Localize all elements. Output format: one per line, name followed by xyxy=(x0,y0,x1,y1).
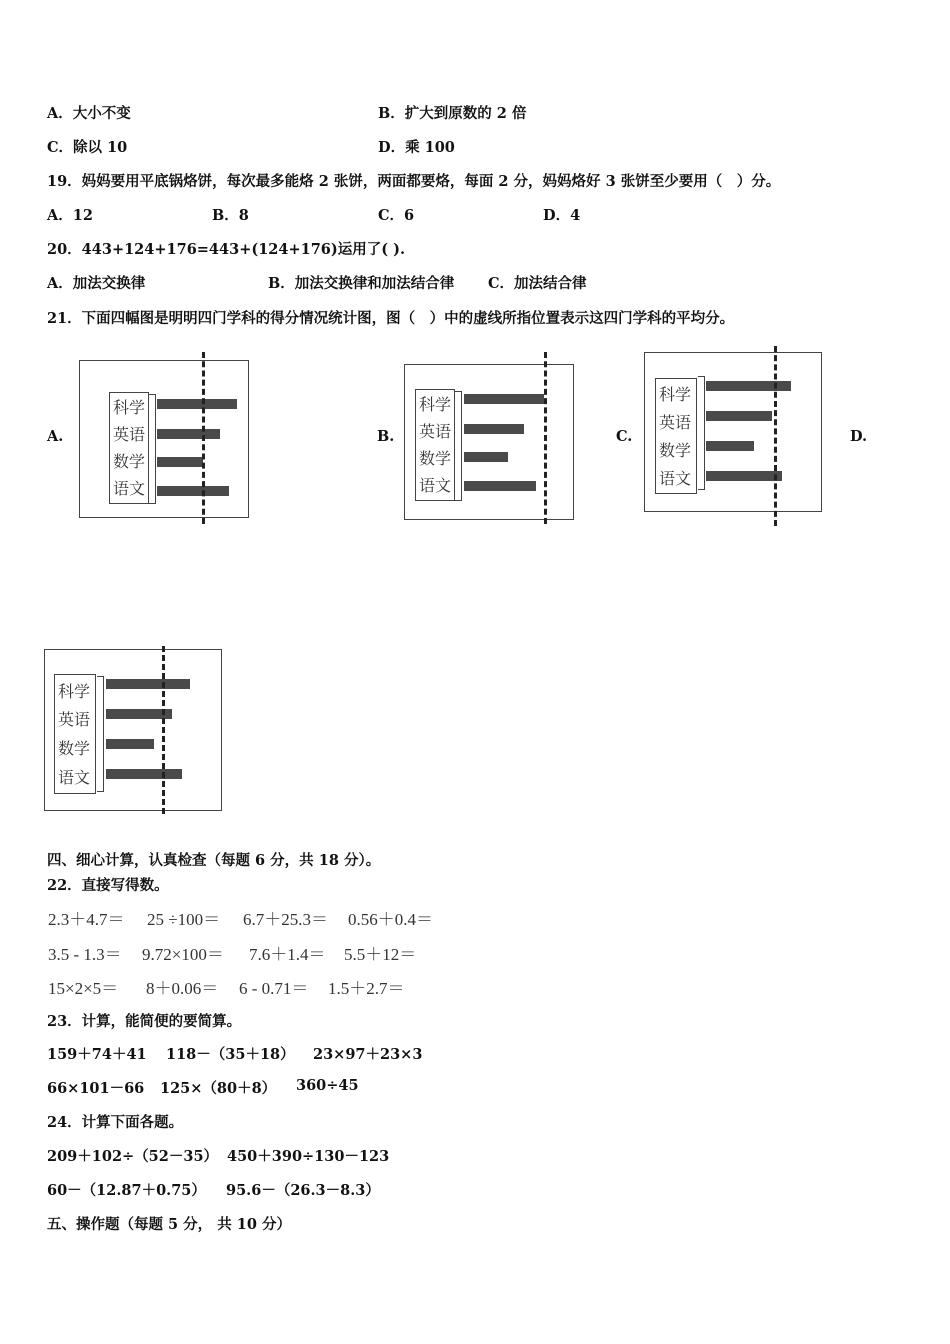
subject-label: 科学 xyxy=(113,398,146,417)
q23-item: 360÷45 xyxy=(296,1077,359,1094)
average-dashed-line xyxy=(202,352,205,524)
subject-label: 科学 xyxy=(58,682,91,701)
q22-item: 15×2×5＝ xyxy=(48,979,119,998)
bar-chinese xyxy=(464,481,536,491)
q18-option-d: D．乘 100 xyxy=(378,139,455,156)
q19-option-c: C．6 xyxy=(378,207,415,224)
q18-option-c: C．除以 10 xyxy=(47,139,128,156)
q19-option-d: D．4 xyxy=(543,207,581,224)
bar-english xyxy=(157,429,220,439)
subject-label: 语文 xyxy=(58,768,91,787)
bar-math xyxy=(464,452,508,462)
bar-english xyxy=(464,424,524,434)
q22-item: 9.72×100＝ xyxy=(142,945,224,964)
q22-item: 6 - 0.71＝ xyxy=(239,979,309,998)
q21-label-a: A. xyxy=(47,428,64,445)
q23-item: 66×101－66 xyxy=(47,1080,145,1097)
subject-label-box xyxy=(415,389,455,501)
bar-math xyxy=(157,457,203,467)
bar-math xyxy=(106,739,154,749)
average-dashed-line xyxy=(162,646,165,814)
subject-label: 语文 xyxy=(659,469,692,488)
q23-item: 125×（80＋8） xyxy=(160,1080,277,1097)
q23-item: 23×97＋23×3 xyxy=(313,1046,423,1063)
q22-item: 1.5＋2.7＝ xyxy=(328,979,405,998)
q22-item: 3.5 - 1.3＝ xyxy=(48,945,122,964)
q19-option-b: B．8 xyxy=(212,207,249,224)
bracket xyxy=(455,391,462,501)
q24-item: 209＋102÷（52－35） xyxy=(47,1148,219,1165)
q21-label-b: B. xyxy=(377,428,395,445)
section-4-title: 四、细心计算，认真检查（每题 6 分，共 18 分）。 xyxy=(47,852,381,869)
q24-item: 60－（12.87＋0.75） xyxy=(47,1182,206,1199)
subject-label-box xyxy=(655,378,697,494)
q22-item: 7.6＋1.4＝ xyxy=(249,945,326,964)
subject-label: 英语 xyxy=(58,710,91,729)
q20-option-c: C．加法结合律 xyxy=(488,275,587,292)
subject-label: 语文 xyxy=(419,476,452,495)
q20-option-b: B．加法交换律和加法结合律 xyxy=(268,275,455,292)
section-5-title: 五、操作题（每题 5 分， 共 10 分） xyxy=(47,1216,292,1233)
figure-c xyxy=(644,346,826,526)
subject-label: 英语 xyxy=(659,413,692,432)
average-dashed-line xyxy=(774,346,777,526)
bracket xyxy=(698,376,705,490)
q19-stem: 19．妈妈要用平底锅烙饼，每次最多能烙 2 张饼，两面都要烙，每面 2 分，妈妈烙好 3 张饼至少要用（ ）分。 xyxy=(47,173,781,190)
q22-item: 2.3＋4.7＝ xyxy=(48,910,125,929)
q20-stem: 20．443+124+176=443+(124+176)运用了( ). xyxy=(47,241,406,258)
subject-label: 科学 xyxy=(659,385,692,404)
q21-stem: 21．下面四幅图是明明四门学科的得分情况统计图，图（ ）中的虚线所指位置表示这四门学科的平均分。 xyxy=(47,310,735,327)
bar-chinese xyxy=(706,471,782,481)
figure-a xyxy=(79,352,251,524)
bar-science xyxy=(106,679,190,689)
subject-label: 语文 xyxy=(113,479,146,498)
subject-label: 英语 xyxy=(419,422,452,441)
q22-stem: 22．直接写得数。 xyxy=(47,877,169,894)
q22-item: 8＋0.06＝ xyxy=(146,979,219,998)
q22-item: 6.7＋25.3＝ xyxy=(243,910,328,929)
q23-item: 118－（35＋18） xyxy=(166,1046,295,1063)
bar-chinese xyxy=(157,486,229,496)
q18-option-b: B．扩大到原数的 2 倍 xyxy=(378,105,527,122)
bracket xyxy=(149,394,156,504)
q21-label-c: C. xyxy=(616,428,633,445)
q23-stem: 23．计算，能简便的要简算。 xyxy=(47,1013,242,1030)
q24-item: 95.6－（26.3－8.3） xyxy=(226,1182,380,1199)
q18-option-a: A．大小不变 xyxy=(47,105,131,122)
bar-science xyxy=(706,381,791,391)
q21-label-d: D. xyxy=(850,428,868,445)
bar-english xyxy=(706,411,772,421)
subject-label: 科学 xyxy=(419,395,452,414)
subject-label: 英语 xyxy=(113,425,146,444)
q22-item: 0.56＋0.4＝ xyxy=(348,910,433,929)
q22-item: 25 ÷100＝ xyxy=(147,910,221,929)
subject-label: 数学 xyxy=(113,452,146,471)
figure-b xyxy=(404,352,576,524)
subject-label: 数学 xyxy=(419,449,452,468)
bar-science xyxy=(464,394,544,404)
q24-stem: 24．计算下面各题。 xyxy=(47,1114,184,1131)
q22-item: 5.5＋12＝ xyxy=(344,945,417,964)
subject-label: 数学 xyxy=(659,441,692,460)
bar-math xyxy=(706,441,754,451)
subject-label: 数学 xyxy=(58,739,91,758)
bracket xyxy=(97,676,104,792)
q23-item: 159＋74＋41 xyxy=(47,1046,147,1063)
bar-science xyxy=(157,399,237,409)
q19-option-a: A．12 xyxy=(47,207,93,224)
figure-d xyxy=(44,646,226,814)
subject-label-box xyxy=(54,674,96,794)
bar-chinese xyxy=(106,769,182,779)
average-dashed-line xyxy=(544,352,547,524)
subject-label-box xyxy=(109,392,149,504)
q24-item: 450＋390÷130－123 xyxy=(227,1148,390,1165)
q20-option-a: A．加法交换律 xyxy=(47,275,146,292)
